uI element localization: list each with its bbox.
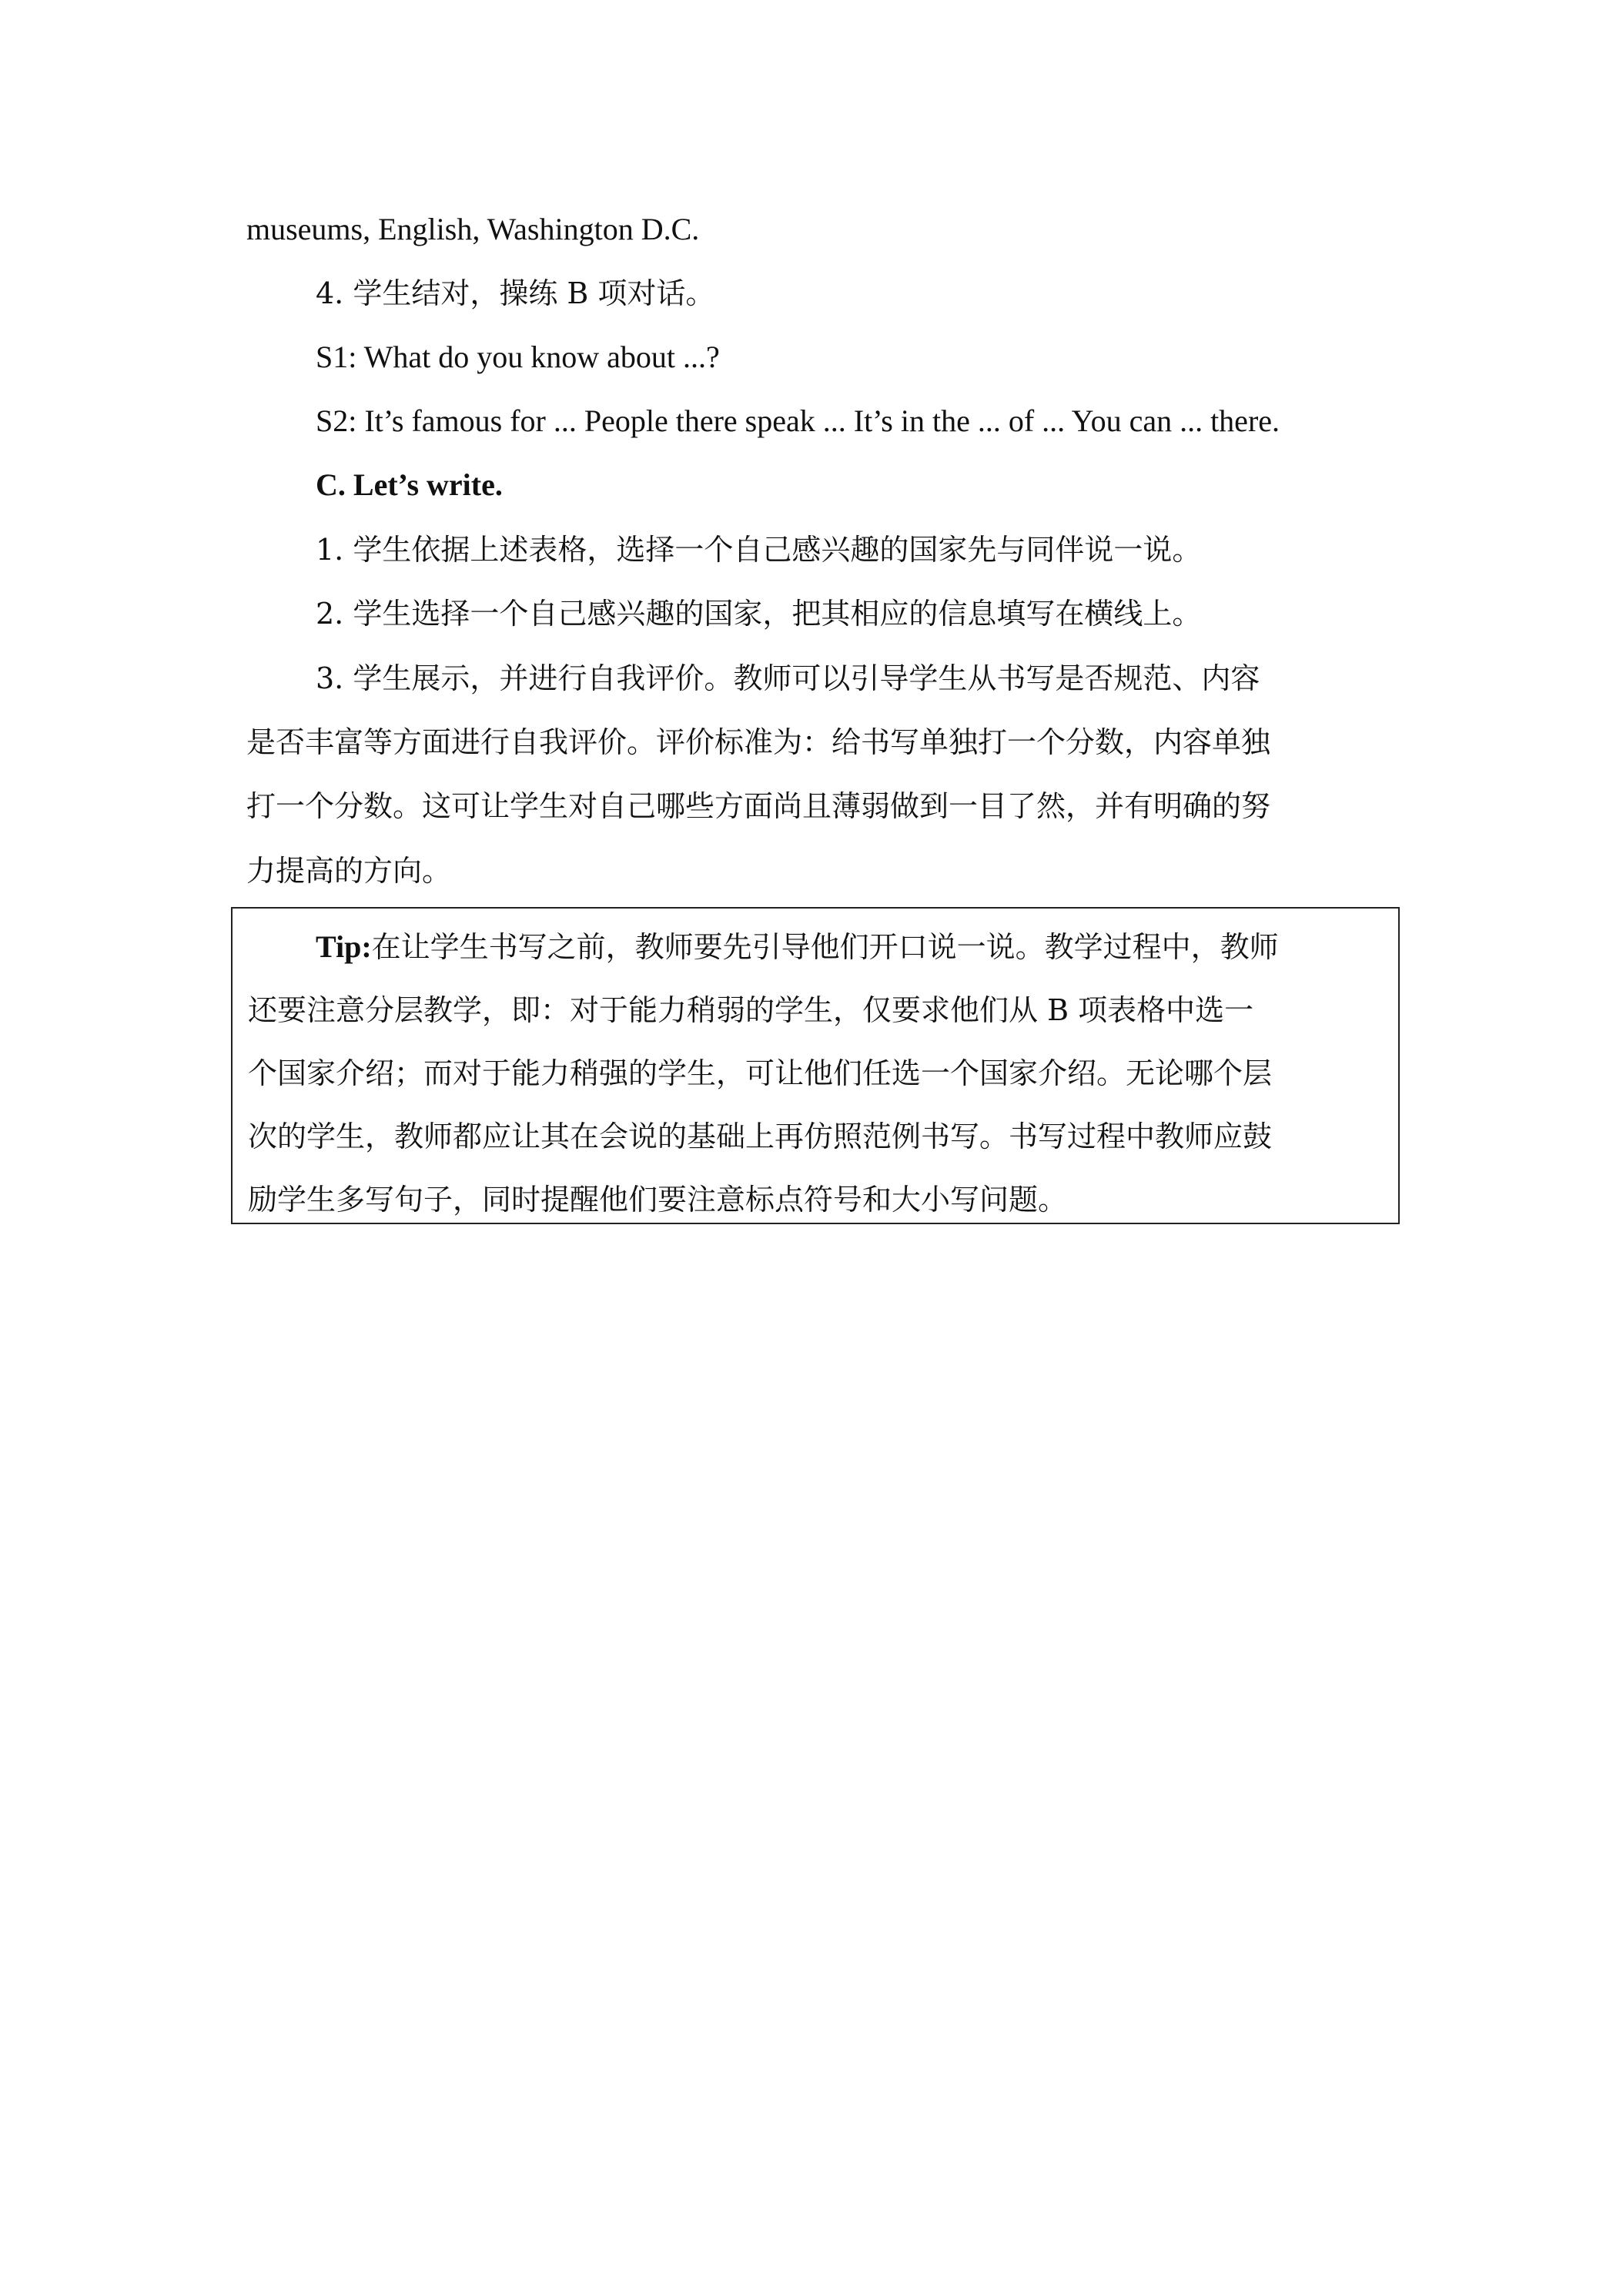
tip-text-1: 在让学生书写之前，教师要先引导他们开口说一说。教学过程中，教师 (371, 930, 1279, 964)
write-step-3-line-4: 力提高的方向。 (246, 854, 452, 888)
tip-line-2: 还要注意分层教学，即：对于能力稍弱的学生，仅要求他们从 B 项表格中选一 (248, 993, 1254, 1027)
vocabulary-line: museums, English, Washington D.C. (246, 212, 700, 246)
dialogue-s1: S1: What do you know about ...? (316, 340, 720, 374)
tip-line-1 (316, 927, 1279, 967)
tip-line-5: 励学生多写句子，同时提醒他们要注意标点符号和大小写问题。 (248, 1183, 1068, 1217)
write-step-3-line-2: 是否丰富等方面进行自我评价。评价标准为：给书写单独打一个分数，内容单独 (246, 725, 1271, 759)
write-step-3-line-1: 3. 学生展示，并进行自我评价。教师可以引导学生从书写是否规范、内容 (316, 661, 1260, 695)
dialogue-s2: S2: It’s famous for ... People there speak ... It’s in the ... of ... You can ... there. (316, 403, 1280, 438)
write-step-3-line-3: 打一个分数。这可让学生对自己哪些方面尚且薄弱做到一目了然，并有明确的努 (246, 789, 1271, 823)
tip-box (231, 907, 1400, 1224)
tip-line-4: 次的学生，教师都应让其在会说的基础上再仿照范例书写。书写过程中教师应鼓 (248, 1120, 1273, 1153)
tip-line-3: 个国家介绍；而对于能力稍强的学生，可让他们任选一个国家介绍。无论哪个层 (248, 1056, 1273, 1090)
write-step-2: 2. 学生选择一个自己感兴趣的国家，把其相应的信息填写在横线上。 (316, 597, 1202, 631)
write-step-1: 1. 学生依据上述表格，选择一个自己感兴趣的国家先与同伴说一说。 (316, 533, 1202, 567)
step-4-pair-practice: 4. 学生结对，操练 B 项对话。 (316, 276, 715, 310)
tip-label: Tip: (316, 929, 372, 964)
section-heading-lets-write: C. Let’s write. (316, 467, 503, 502)
